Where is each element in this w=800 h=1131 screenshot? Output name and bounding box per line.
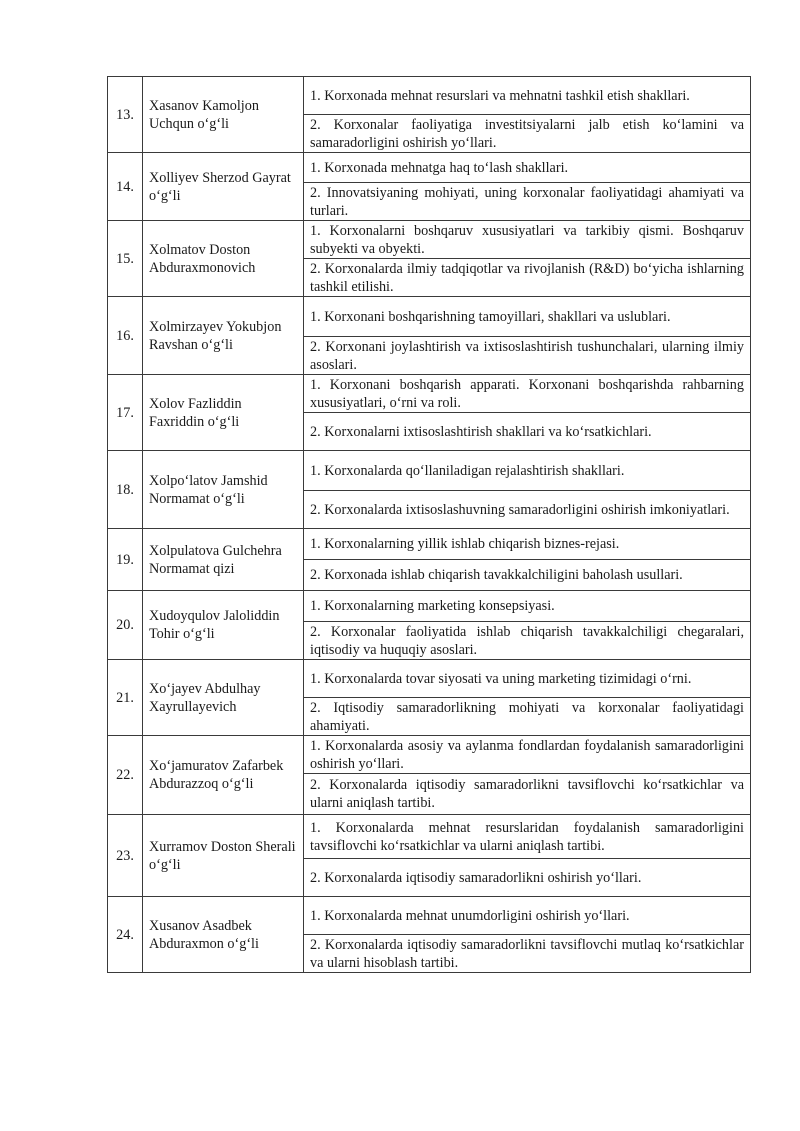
row-number: 15.: [108, 221, 143, 297]
row-number: 19.: [108, 529, 143, 591]
table-row: [108, 529, 751, 560]
topic-cell: 1. Korxonada mehnatga haq to‘lash shakllari.: [304, 153, 751, 183]
topic-cell: 2. Korxonalarda ixtisoslashuvning samaradorligini oshirish imkoniyatlari.: [304, 491, 751, 529]
table-row: [108, 660, 751, 698]
table-body: [108, 77, 751, 973]
topic-cell: 1. Korxonalarning marketing konsepsiyasi.: [304, 591, 751, 622]
topic-cell: 2. Innovatsiyaning mohiyati, uning korxonalar faoliyatidagi ahamiyati va turlari.: [304, 183, 751, 221]
row-number: 20.: [108, 591, 143, 660]
topic-cell: 1. Korxonada mehnat resurslari va mehnatni tashkil etish shakllari.: [304, 77, 751, 115]
topic-cell: 1. Korxonalarda qo‘llaniladigan rejalashtirish shakllari.: [304, 451, 751, 491]
topic-cell: 2. Iqtisodiy samaradorlikning mohiyati va korxonalar faoliyatidagi ahamiyati.: [304, 698, 751, 736]
table-row: [108, 297, 751, 337]
row-number: 22.: [108, 736, 143, 815]
student-name: Xo‘jamuratov Zafarbek Abdurazzoq o‘g‘li: [143, 736, 304, 815]
topic-cell: 1. Korxonalarning yillik ishlab chiqarish biznes-rejasi.: [304, 529, 751, 560]
topic-cell: 1. Korxonalarda mehnat unumdorligini oshirish yo‘llari.: [304, 897, 751, 935]
student-name: Xurramov Doston Sherali o‘g‘li: [143, 815, 304, 897]
student-name: Xolpo‘latov Jamshid Normamat o‘g‘li: [143, 451, 304, 529]
row-number: 14.: [108, 153, 143, 221]
topic-cell: 2. Korxonalarni ixtisoslashtirish shakllari va ko‘rsatkichlari.: [304, 413, 751, 451]
row-number: 16.: [108, 297, 143, 375]
topic-cell: 1. Korxonani boshqarishning tamoyillari, shakllari va uslublari.: [304, 297, 751, 337]
topic-cell: 2. Korxonada ishlab chiqarish tavakkalchiligini baholash usullari.: [304, 560, 751, 591]
student-name: Xolmatov Doston Abduraxmonovich: [143, 221, 304, 297]
student-name: Xusanov Asadbek Abduraxmon o‘g‘li: [143, 897, 304, 973]
topic-cell: 2. Korxonalarda ilmiy tadqiqotlar va rivojlanish (R&D) bo‘yicha ishlarning tashkil etilishi.: [304, 259, 751, 297]
topic-cell: 1. Korxonalarni boshqaruv xususiyatlari va tarkibiy qismi. Boshqaruv subyekti va obyekti.: [304, 221, 751, 259]
student-name: Xasanov Kamoljon Uchqun o‘g‘li: [143, 77, 304, 153]
topic-cell: 2. Korxonalar faoliyatiga investitsiyalarni jalb etish ko‘lamini va samaradorligini oshirish yo‘llari.: [304, 115, 751, 153]
topic-cell: 2. Korxonalarda iqtisodiy samaradorlikni oshirish yo‘llari.: [304, 859, 751, 897]
table-row: [108, 221, 751, 259]
table-row: [108, 815, 751, 859]
topic-cell: 2. Korxonalarda iqtisodiy samaradorlikni tavsiflovchi mutlaq ko‘rsatkichlar va ularni hisoblash tartibi.: [304, 935, 751, 973]
table-row: [108, 451, 751, 491]
topic-cell: 2. Korxonalarda iqtisodiy samaradorlikni tavsiflovchi ko‘rsatkichlar va ularni aniqlash tartibi.: [304, 774, 751, 815]
topic-cell: 1. Korxonalarda mehnat resurslaridan foydalanish samaradorligini tavsiflovchi ko‘rsatkichlar va ularni aniqlash tartibi.: [304, 815, 751, 859]
topic-cell: 2. Korxonani joylashtirish va ixtisoslashtirish tushunchalari, ularning ilmiy asoslari.: [304, 337, 751, 375]
table-row: [108, 153, 751, 183]
student-name: Xolmirzayev Yokubjon Ravshan o‘g‘li: [143, 297, 304, 375]
student-name: Xolpulatova Gulchehra Normamat qizi: [143, 529, 304, 591]
row-number: 17.: [108, 375, 143, 451]
student-name: Xudoyqulov Jaloliddin Tohir o‘g‘li: [143, 591, 304, 660]
row-number: 23.: [108, 815, 143, 897]
student-name: Xo‘jayev Abdulhay Xayrullayevich: [143, 660, 304, 736]
row-number: 18.: [108, 451, 143, 529]
row-number: 24.: [108, 897, 143, 973]
table-row: [108, 375, 751, 413]
table-row: [108, 736, 751, 774]
table-row: [108, 897, 751, 935]
student-name: Xolov Fazliddin Faxriddin o‘g‘li: [143, 375, 304, 451]
table-row: [108, 591, 751, 622]
topic-cell: 1. Korxonalarda asosiy va aylanma fondlardan foydalanish samaradorligini oshirish yo‘llari.: [304, 736, 751, 774]
table-row: [108, 77, 751, 115]
student-name: Xolliyev Sherzod Gayrat o‘g‘li: [143, 153, 304, 221]
topic-cell: 1. Korxonalarda tovar siyosati va uning marketing tizimidagi o‘rni.: [304, 660, 751, 698]
row-number: 21.: [108, 660, 143, 736]
student-topics-table: [107, 76, 751, 973]
topic-cell: 1. Korxonani boshqarish apparati. Korxonani boshqarishda rahbarning xususiyatlari, o‘rni va roli.: [304, 375, 751, 413]
row-number: 13.: [108, 77, 143, 153]
topic-cell: 2. Korxonalar faoliyatida ishlab chiqarish tavakkalchiligi chegaralari, iqtisodiy va huquqiy asoslari.: [304, 622, 751, 660]
